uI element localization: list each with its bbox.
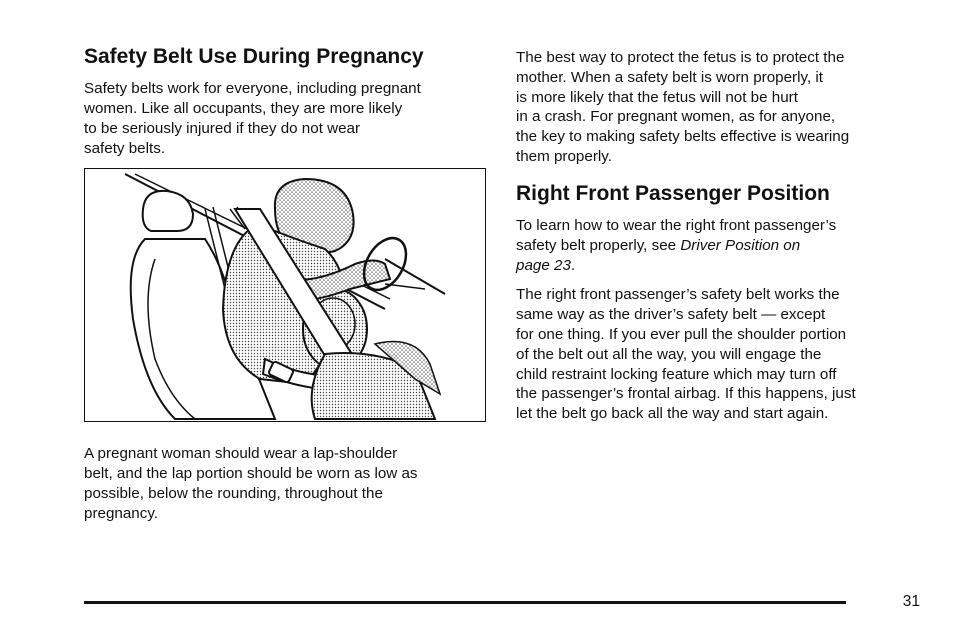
seatbelt-illustration-icon <box>85 169 485 421</box>
paragraph-line: in a crash. For pregnant women, as for anyone, <box>516 108 836 126</box>
paragraph-line: same way as the driver’s safety belt — except <box>516 306 826 324</box>
caption-line: pregnancy. <box>84 504 159 522</box>
paragraph-line: let the belt go back all the way and start again. <box>516 405 829 423</box>
paragraph-line: child restraint locking feature which may turn off <box>516 365 837 383</box>
paragraph-line: safety belt properly, see <box>516 236 681 254</box>
paragraph-line: of the belt out all the way, you will engage the <box>516 345 822 363</box>
passenger-reference-paragraph <box>516 216 920 275</box>
intro-paragraph <box>84 79 486 158</box>
intro-line: safety belts. <box>84 139 166 157</box>
paragraph-line: for one thing. If you ever pull the shoulder portion <box>516 325 847 343</box>
paragraph-line: The right front passenger’s safety belt works the <box>516 286 840 304</box>
passenger-belt-paragraph <box>516 285 920 424</box>
intro-line: women. Like all occupants, they are more likely <box>84 99 403 117</box>
pregnant-woman-seatbelt-illustration <box>84 168 486 422</box>
paragraph-line: the passenger’s frontal airbag. If this happens, just <box>516 385 856 403</box>
right-column <box>516 48 920 434</box>
driver-position-link[interactable]: Driver Position on <box>680 236 801 254</box>
figure-caption <box>84 444 486 523</box>
intro-line: to be seriously injured if they do not wear <box>84 119 361 137</box>
caption-line: possible, below the rounding, throughout the <box>84 484 383 502</box>
paragraph-line: mother. When a safety belt is worn properly, it <box>516 68 823 86</box>
page-number: 31 <box>902 593 920 610</box>
intro-line: Safety belts work for everyone, including pregnant <box>84 80 421 98</box>
paragraph-line: To learn how to wear the right front passenger’s <box>516 216 837 234</box>
section-title-right-front-passenger: Right Front Passenger Position <box>516 181 830 205</box>
footer-rule <box>84 601 846 604</box>
period: . <box>570 256 576 274</box>
fetus-protection-paragraph <box>516 48 920 167</box>
caption-line: A pregnant woman should wear a lap-shoulder <box>84 445 398 463</box>
left-column <box>84 44 486 534</box>
caption-line: belt, and the lap portion should be worn as low as <box>84 465 418 483</box>
paragraph-line: them properly. <box>516 147 612 165</box>
paragraph-line: the key to making safety belts effective is wearing <box>516 128 850 146</box>
paragraph-line: is more likely that the fetus will not be hurt <box>516 88 798 106</box>
paragraph-line: The best way to protect the fetus is to protect the <box>516 49 845 66</box>
page-reference-link[interactable]: page 23 <box>516 256 571 274</box>
section-title-pregnancy: Safety Belt Use During Pregnancy <box>84 45 424 68</box>
